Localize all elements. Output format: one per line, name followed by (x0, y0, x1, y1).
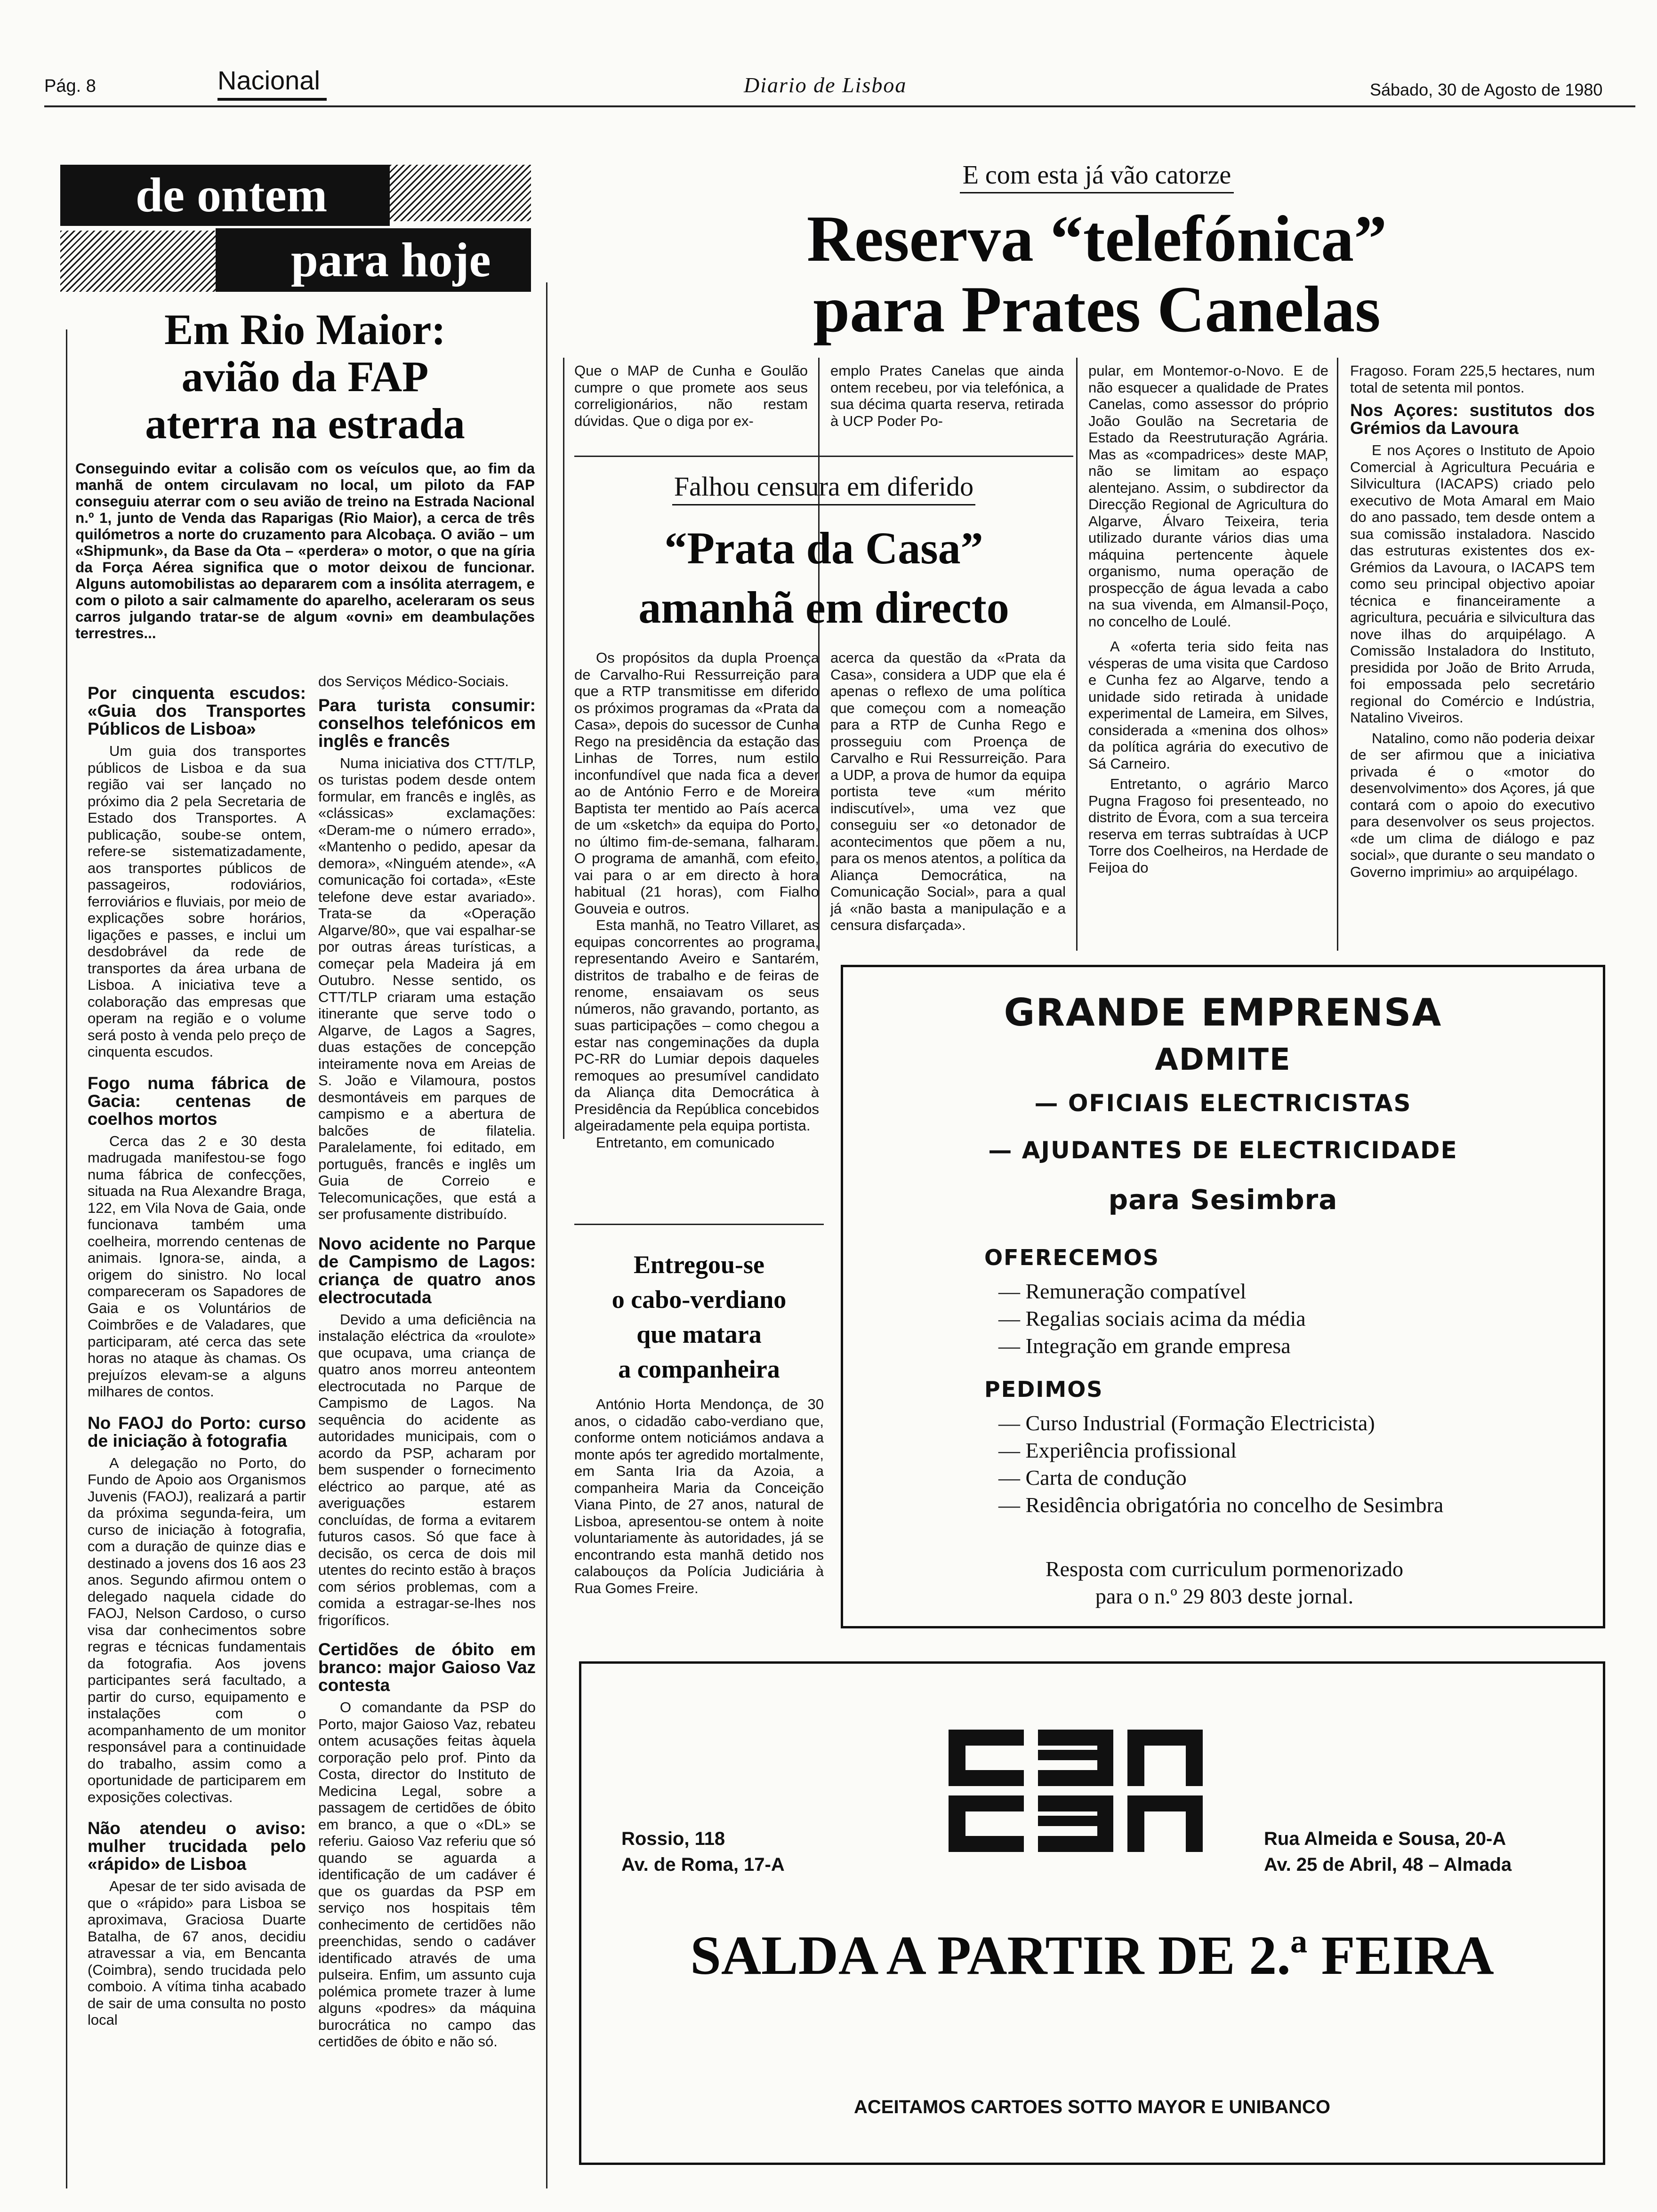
masthead-rule (44, 105, 1635, 107)
cabo-title1: Entregou-se (634, 1250, 764, 1279)
reserva-kicker: E com esta já vão catorze (960, 160, 1234, 193)
issue-date: Sábado, 30 de Agosto de 1980 (1370, 80, 1603, 99)
certidoes-heading: Certidões de óbito em branco: major Gaioso Vaz contesta (318, 1640, 536, 1695)
section-underline (217, 98, 327, 101)
certidoes-body: O comandante da PSP do Porto, major Gaioso Vaz, rebateu ontem acusações feitas àquela corporação pelo prof. Pinto da Costa, director do Instituto de Medicina Legal, sobre a passagem de certidões de óbito em branco, a que o «DL» se referiu. Gaioso Vaz referiu que só quando se aguarda a identificação de um cadáver é que os guardas da PSP em serviço nos hospitais têm conhecimento de certidões não preenchidas, sendo o cadáver identificado através de uma pulseira. Enfim, um assunto cuja polémica promete trazer à lume alguns «podres» da máquina burocrática no campo das certidões de óbito e não só. (318, 1699, 536, 2050)
reserva-col3-p1: pular, em Montemor-o-Novo. E de não esquecer a qualidade de Prates Canelas, como assessor do próprio João Goulão na Secretaria de Estado da Reestruturação Agrária. Mas as «compadrices» deste MAP, não se limitam ao espaço alentejano. Assim, o subdirector da Direcção Regional de Agricultura do Algarve, Álvaro Teixeira, teria utilizado durante vários dias uma máquina pertencente àquele organismo, numa operação de prospecção de água levada a cabo na sua vivenda, em Almansil-Poço, no concelho de Loulé. (1088, 362, 1328, 630)
prata-col-1 (574, 649, 819, 1151)
section-name: Nacional (217, 65, 320, 95)
cancan-salda: SALDA A PARTIR DE 2.ª FEIRA (690, 1924, 1494, 1986)
aviso-body: Apesar de ter sido avisada de que o «rápido» para Lisboa se aproximava, Graciosa Duarte Batalha, de 67 anos, decidiu atravessar a via, em Bencanta (Coimbra), sendo trucidada pelo comboio. A vítima tinha acabado de sair de uma consulta no posto local (88, 1878, 306, 2028)
guia-heading: Por cinquenta escudos: «Guia dos Transportes Públicos de Lisboa» (88, 683, 306, 738)
prata-p1: Os propósitos da dupla Proença de Carvalho-Rui Ressurreição para que a RTP transmitisse em diferido os próximos programas da «Prata da Casa», depois do sucessor de Cunha Rego na presidência da estação das Linhas de Torres, num estilo inconfundível que nada fica a dever ao de António Ferro e de Moreira Baptista ter mentido ao País acerca de um «sketch» da equipa do Porto, no último fim-de-semana, falharam. O programa de amanhã, com efeito, vai para o ar em directo à hora habitual (21 horas), com Fialho Gouveia e outros. (574, 649, 819, 917)
rio-maior-lead: Conseguindo evitar a colisão com os veículos que, ao fim da manhã de ontem circulavam no local, um piloto da FAP conseguiu aterrar com o seu avião de treino na Estrada Nacional n.º 1, junto de Venda das Raparigas (Rio Maior), a cerca de três quilómetros a norte do cruzamento para Alcobaça. O avião – um «Shipmunk», da Base da Ota – «perdera» o motor, o que na gíria da Força Aérea significa que o motor deixou de funcionar. Alguns automobilistas ao depararem com a insólita aterragem, e com o piloto a sair calmamente do aparelho, aceleraram os seus carros julgando tratar-se de algum «ovni» em deambulações terrestres... (75, 460, 535, 641)
fogo-heading: Fogo numa fábrica de Gacia: centenas de coelhos mortos (88, 1073, 306, 1129)
reserva-headline (560, 160, 1633, 345)
ad1-admite: ADMITE (1155, 1042, 1291, 1077)
masthead (0, 0, 1657, 118)
reserva-col-close-rule (574, 456, 1073, 457)
reserva-col-1: Que o MAP de Cunha e Goulão cumpre o que promete aos seus correligionários, não restam dúvidas. Que o diga por ex- (574, 362, 808, 429)
aviso-heading: Não atendeu o aviso: mulher trucidada pelo «rápido» de Lisboa (88, 1819, 306, 1874)
newspaper-name: Diario de Lisboa (744, 73, 907, 97)
banner-line2: para hoje (216, 228, 531, 292)
rio-maior-title3: aterra na estrada (145, 400, 465, 448)
lagos-body: Devido a uma deficiência na instalação eléctrica da «roulote» que ocupava, uma criança de quatro anos morreu anteontem electrocutada no Parque de Campismo de Lagos. Na sequência do acidente as autoridades municipais, com o acordo da PSP, acharam por bem suspender o fornecimento eléctrico ao parque, até as averiguações estarem concluídas, de forma a evitarem futuros casos. Só que face à decisão, os cerca de dois mil utentes do recinto estão à braços com sérios problemas, com a comida a estragar-se-lhes nos frigoríficos. (318, 1311, 536, 1628)
cancan-address-right-2: Av. 25 de Abril, 48 – Almada (1264, 1854, 1512, 1875)
prata-kicker: Falhou censura em diferido (672, 471, 975, 505)
lagos-heading: Novo acidente no Parque de Campismo de Lagos: criança de quatro anos electrocutada (318, 1234, 536, 1307)
page-number: Pág. 8 (44, 76, 96, 96)
cabo-title2: o cabo-verdiano (611, 1285, 787, 1314)
ad1-line-oficiais: — OFICIAIS ELECTRICISTAS (1034, 1090, 1412, 1117)
de-ontem-banner (60, 165, 531, 292)
cabo-title3: que matara (636, 1320, 762, 1348)
ad1-line-ajudantes: — AJUDANTES DE ELECTRICIDADE (988, 1137, 1458, 1164)
prata-headline (574, 471, 1073, 633)
reserva-col4-p3: Natalino, como não poderia deixar de ser afirmou que a iniciativa privada é o «motor do desenvolvimento» dos Açores, já que contará com o apoio do executivo para desenvolver os seus projectos. «de um clima de diálogo e paz social», que durante o seu mandato o Governo imprimiu» ao arquipélago. (1350, 729, 1595, 880)
cancan-logo (949, 1730, 1203, 1852)
column-1 (88, 678, 306, 2028)
prata-p3: Entretanto, em comunicado (596, 1134, 775, 1151)
ad1-offer-2: — Regalias sociais acima da média (998, 1306, 1306, 1330)
prata-col-2: acerca da questão da «Prata da Casa», considera a UDP que ela é apenas o reflexo de uma política que começou com a nomeação para a RTP de Cunha Rego e prosseguiu com Proença de Carvalho e Rui Ressurreição. Para a UDP, a prova de humor da equipa portista teve «um mérito indiscutível», uma vez que conseguiu ser «o detonador de acontecimentos que põem a nu, para os menos atentos, a política da Aliança Democrática, na Comunicação Social», para a qual já «não basta a manipulação e a censura disfarçada». (830, 649, 1066, 933)
reserva-col3-p2: A «oferta teria sido feita nas vésperas de uma visita que Cardoso e Cunha fez ao Algarve, tendo a unidade sido retirada à unidade experimental de Lameira, em Silves, considerada a «menina dos olhos» da política agrária do executivo de Sá Carneiro. (1088, 638, 1328, 772)
reserva-title2: para Prates Canelas (813, 273, 1381, 346)
acores-heading: Nos Açores: sustitutos dos Grémios da Lavoura (1350, 401, 1595, 438)
reserva-col-3 (1088, 362, 1328, 876)
rule-reserva-4 (1337, 358, 1338, 951)
prata-title2: amanhã em directo (638, 582, 1009, 633)
reserva-col-4 (1350, 362, 1595, 880)
guia-body: Um guia dos transportes públicos de Lisboa e da sua região vai ser lançado no próximo dia 2 pela Secretaria de Estado dos Transportes. A publicação, soube-se ontem, refere-se sistematizadamente, aos transportes públicos de passageiros, rodoviários, ferroviários e fluviais, por meio de explicações sobre horários, ligações e passes, e inclui um desdobrável da rede de transportes da área urbana de Lisboa. A iniciativa teve a colaboração das empresas que operam na região e o volume será posto à venda pelo preço de cinquenta escudos. (88, 743, 306, 1060)
reserva-col3-p3: Entretanto, o agrário Marco Pugna Fragoso foi presenteado, no distrito de Évora, com a sua terceira reserva em terras subtraídas à UCP Torre dos Coelheiros, na Herdade de Feijoa do (1088, 776, 1328, 876)
rio-maior-title1: Em Rio Maior: (164, 305, 446, 353)
ad-grande-emprensa (841, 965, 1605, 1628)
turista-heading: Para turista consumir: conselhos telefónicos em inglês e francês (318, 695, 536, 751)
fogo-body: Cerca das 2 e 30 desta madrugada manifestou-se fogo numa fábrica de confecções, situada na Rua Alexandre Braga, 122, em Vila Nova de Gaia, onde funcionava também uma coelheira, morrendo centenas de animais. Ignora-se, ainda, a origem do sinistro. No local compareceram os Sapadores de Gaia e os Voluntários de Coimbrões e de Valadares, que participaram, até cerca das sete horas no ataque às chamas. Os prejuízos elevam-se a alguns milhares de contos. (88, 1132, 306, 1400)
ad1-oferecemos: OFERECEMOS (984, 1245, 1159, 1270)
reserva-col-2: emplo Prates Canelas que ainda ontem recebeu, por via telefónica, a sua décima quarta reserva, retirada à UCP Poder Po- (830, 362, 1064, 429)
rule-reserva-1 (563, 358, 564, 1139)
cabo-article (574, 1247, 824, 1596)
ad1-response: Resposta com curriculum pormenorizado para o n.º 29 803 deste jornal. (1045, 1557, 1404, 1608)
reserva-col4-p1: Fragoso. Foram 225,5 hectares, num total de setenta mil pontos. (1350, 362, 1595, 396)
cancan-address-right-1: Rua Almeida e Sousa, 20-A (1264, 1828, 1506, 1849)
cancan-cartoes: ACEITAMOS CARTOES SOTTO MAYOR E UNIBANCO (854, 2097, 1330, 2117)
cancan-logo-svg (949, 1730, 1203, 1852)
ad1-require-list (998, 1410, 1469, 1519)
ad1-offer-3: — Integração em grande empresa (998, 1334, 1291, 1358)
banner-line1: de ontem (60, 165, 390, 226)
reserva-title1: Reserva “telefónica” (806, 202, 1387, 275)
cabo-title4: a companheira (618, 1355, 780, 1383)
reserva-col4-p2: E nos Açores o Instituto de Apoio Comercial à Agricultura Pecuária e Silvicultura (IACAPS) criado pelo executivo de Mota Amaral em Maio do ano passado, tem desde ontem a sua comissão instaladora. Nascido das estruturas existentes dos ex-Grémios da Lavoura, o IACAPS tem como seu principal objectivo apoiar técnica e financeiramente a agricultura, pecuária e silvicultura das nove ilhas do arquipélago. A Comissão Instaladora do Instituto, presidida por João de Brito Arruda, foi empossada pelo secretário regional do Comércio e Indústria, Natalino Viveiros. (1350, 442, 1595, 726)
ad1-title: GRANDE EMPRENSA (1004, 991, 1442, 1034)
ad1-offer-1: — Remuneração compatível (998, 1279, 1247, 1303)
ad1-pedimos: PEDIMOS (984, 1377, 1103, 1402)
prata-p2: Esta manhã, no Teatro Villaret, as equipas concorrentes ao programa, representando Aveiro e Santarém, distritos de trabalho e de feiras de renome, ensaiavam os seus números, não gravando, portanto, as suas participações – como chegou a estar nas congeminações da dupla PC-RR do Lumiar depois daqueles remoques ao presumível candidato da Aliança dita Democrática à Presidência da República concebidos algeiradamente pela equipa portista. (574, 917, 819, 1134)
rule-left-inner (546, 282, 547, 2188)
faoj-body: A delegação no Porto, do Fundo de Apoio aos Organismos Juvenis (FAOJ), realizará a partir da próxima segunda-feira, um curso de iniciação à fotografia, com a duração de quinze dias e destinado a jovens dos 16 aos 23 anos. Segundo afirmou ontem o delegado naquela cidade do FAOJ, Nelson Cardoso, o curso visa dar conhecimentos sobre regras e técnicas fundamentais da fotografia. Aos jovens participantes será facultado, a partir do curso, equipamento e instalações com o acompanhamento de um monitor responsável para a continuidade do trabalho, assim como a oportunidade de participarem em exposições colectivas. (88, 1454, 306, 1805)
ad1-line-sesimbra: para Sesimbra (1108, 1184, 1338, 1216)
rio-maior-article (70, 306, 540, 641)
servicos-continuation: dos Serviços Médico-Sociais. (318, 673, 509, 689)
column-2 (318, 673, 536, 2050)
prata-bottom-rule (574, 1224, 824, 1225)
ad1-require-1: — Curso Industrial (Formação Electricista) (998, 1411, 1375, 1435)
ad1-require-3: — Carta de condução (998, 1466, 1187, 1490)
ad1-require-2: — Experiência profissional (998, 1438, 1237, 1462)
faoj-heading: No FAOJ do Porto: curso de iniciação à fotografia (88, 1413, 306, 1451)
hatch-bottom-left (60, 231, 216, 292)
hatch-top-right (390, 165, 531, 221)
cancan-address-left-1: Rossio, 118 (621, 1828, 725, 1849)
rio-maior-title2: avião da FAP (181, 353, 429, 401)
cabo-body (574, 1396, 824, 1596)
cabo-paragraph: António Horta Mendonça, de 30 anos, o cidadão cabo-verdiano que, conforme ontem noticiámos andava a monte após ter agredido mortalmente, em Santa Iria da Azoia, a companheira Maria da Conceição Viana Pinto, de 27 anos, natural de Lisboa, apresentou-se ontem à noite voluntariamente às autoridades, já se encontrando esta manhã detido nos calabouços da Polícia Judiciária à Rua Gomes Freire. (574, 1396, 824, 1596)
rule-reserva-3 (1076, 358, 1078, 951)
cancan-address-left-2: Av. de Roma, 17-A (621, 1854, 785, 1875)
prata-title1: “Prata da Casa” (664, 523, 983, 573)
ad1-require-4: — Residência obrigatória no concelho de Sesimbra (998, 1493, 1444, 1517)
rule-left-outer (66, 329, 67, 2188)
turista-body: Numa iniciativa dos CTT/TLP, os turistas podem desde ontem formular, em francês e inglês, as «clássicas» exclamações: «Deram-me o número errado», «Mantenho o pedido, apesar da demora», «Ninguém atende», «A comunicação foi cortada», «Este telefone deve estar avariado». Trata-se da «Operação Algarve/80», que vai espalhar-se por outras áreas turísticas, a começar pela Madeira já em Outubro. Nesse sentido, os CTT/TLP criaram uma estação itinerante que serve todo o Algarve, de Lagos a Sagres, duas estações de concepção inteiramente nova em Areias de S. João e Vilamoura, postos desmontáveis em parques de campismo e a abertura de balcões de filatelia. Paralelamente, foi editado, em português, francês e inglês um Guia de Correio e Telecomunicações, que está a ser profusamente distribuído. (318, 754, 536, 1222)
ad-cancan (579, 1661, 1605, 2165)
ad1-offer-list (998, 1278, 1306, 1360)
